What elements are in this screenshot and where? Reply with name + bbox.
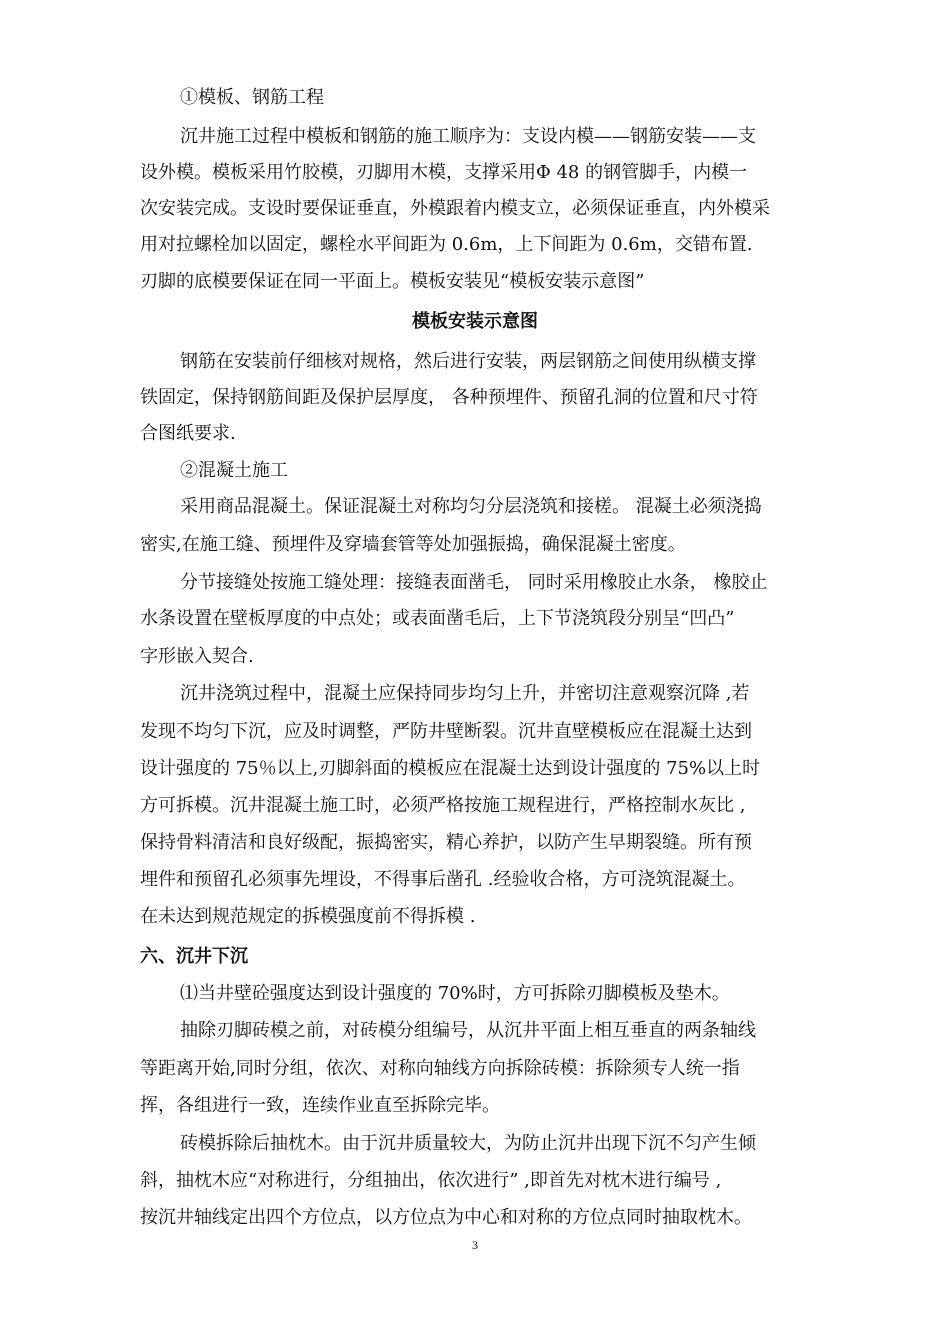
paragraph-line: 设计强度的 75％以上,刃脚斜面的模板应在混凝土达到设计强度的 75%以上时: [140, 758, 761, 779]
paragraph-line: 分节接缝处按施工缝处理：接缝表面凿毛， 同时采用橡胶止水条， 橡胶止: [180, 572, 768, 593]
paragraph-line: 埋件和预留孔必须事先埋设，不得事后凿孔 .经验收合格，方可浇筑混凝土。: [140, 869, 746, 890]
page-number: 3: [472, 1238, 478, 1252]
paragraph-line: 设外模。模板采用竹胶模，刃脚用木模，支撑采用Φ 48 的钢管脚手，内模一: [140, 162, 748, 183]
paragraph-line: 铁固定，保持钢筋间距及保护层厚度， 各种预埋件、预留孔洞的位置和尺寸符: [140, 387, 758, 408]
paragraph-line: 采用商品混凝土。保证混凝土对称均匀分层浇筑和接槎。 混凝土必须浇捣: [180, 496, 762, 517]
paragraph-line: 方可拆模。沉井混凝土施工时，必须严格按施工规程进行，严格控制水灰比 ,: [140, 795, 746, 816]
figure-caption: 模板安装示意图: [412, 311, 538, 332]
paragraph-line: 挥，各组进行一致，连续作业直至拆除完毕。: [140, 1095, 500, 1116]
paragraph-line: 发现不均匀下沉，应及时调整，严防井壁断裂。沉井直壁模板应在混凝土达到: [140, 721, 752, 742]
paragraph-line: 钢筋在安装前仔细核对规格，然后进行安装，两层钢筋之间使用纵横支撑: [180, 351, 756, 372]
section-heading-concrete: ②混凝土施工: [180, 460, 288, 481]
paragraph-line: 密实,在施工缝、预埋件及穿墙套管等处加强振捣，确保混凝土密度。: [140, 534, 686, 555]
paragraph-line: 保持骨料清洁和良好级配，振捣密实，精心养护，以防产生早期裂缝。所有预: [140, 832, 752, 853]
section-heading-sinking: 六、沉井下沉: [140, 946, 248, 967]
paragraph-line: ⑴当井壁砼强度达到设计强度的 70%时，方可拆除刃脚模板及垫木。: [180, 983, 730, 1004]
paragraph-line: 沉井施工过程中模板和钢筋的施工顺序为：支设内模——钢筋安装——支: [180, 126, 756, 147]
paragraph-line: 沉井浇筑过程中，混凝土应保持同步均匀上升，并密切注意观察沉降 ,若: [180, 683, 750, 704]
paragraph-line: 等距离开始,同时分组，依次、对称向轴线方向拆除砖模：拆除须专人统一指: [140, 1058, 740, 1079]
paragraph-line: 刃脚的底模要保证在同一平面上。模板安装见“模板安装示意图”: [140, 271, 645, 292]
paragraph-line: 合图纸要求.: [140, 423, 236, 444]
section-heading-formwork: ①模板、钢筋工程: [180, 87, 324, 108]
paragraph-line: 字形嵌入契合.: [140, 646, 254, 667]
paragraph-line: 水条设置在壁板厚度的中点处；或表面凿毛后，上下节浇筑段分别呈“凹凸”: [140, 608, 735, 629]
paragraph-line: 用对拉螺栓加以固定，螺栓水平间距为 0.6m，上下间距为 0.6m，交错布置.: [140, 234, 753, 255]
paragraph-line: 斜，抽枕木应“对称进行，分组抽出，依次进行” ,即首先对枕木进行编号 ,: [140, 1170, 722, 1191]
paragraph-line: 按沉井轴线定出四个方位点，以方位点为中心和对称的方位点同时抽取枕木。: [140, 1207, 752, 1228]
paragraph-line: 在未达到规范规定的拆模强度前不得拆模 .: [140, 906, 476, 927]
paragraph-line: 次安装完成。支设时要保证垂直，外模跟着内模支立，必须保证垂直，内外模采: [140, 198, 770, 219]
paragraph-line: 抽除刃脚砖模之前，对砖模分组编号，从沉井平面上相互垂直的两条轴线: [180, 1020, 756, 1041]
paragraph-line: 砖模拆除后抽枕木。由于沉井质量较大，为防止沉井出现下沉不匀产生倾: [180, 1133, 756, 1154]
